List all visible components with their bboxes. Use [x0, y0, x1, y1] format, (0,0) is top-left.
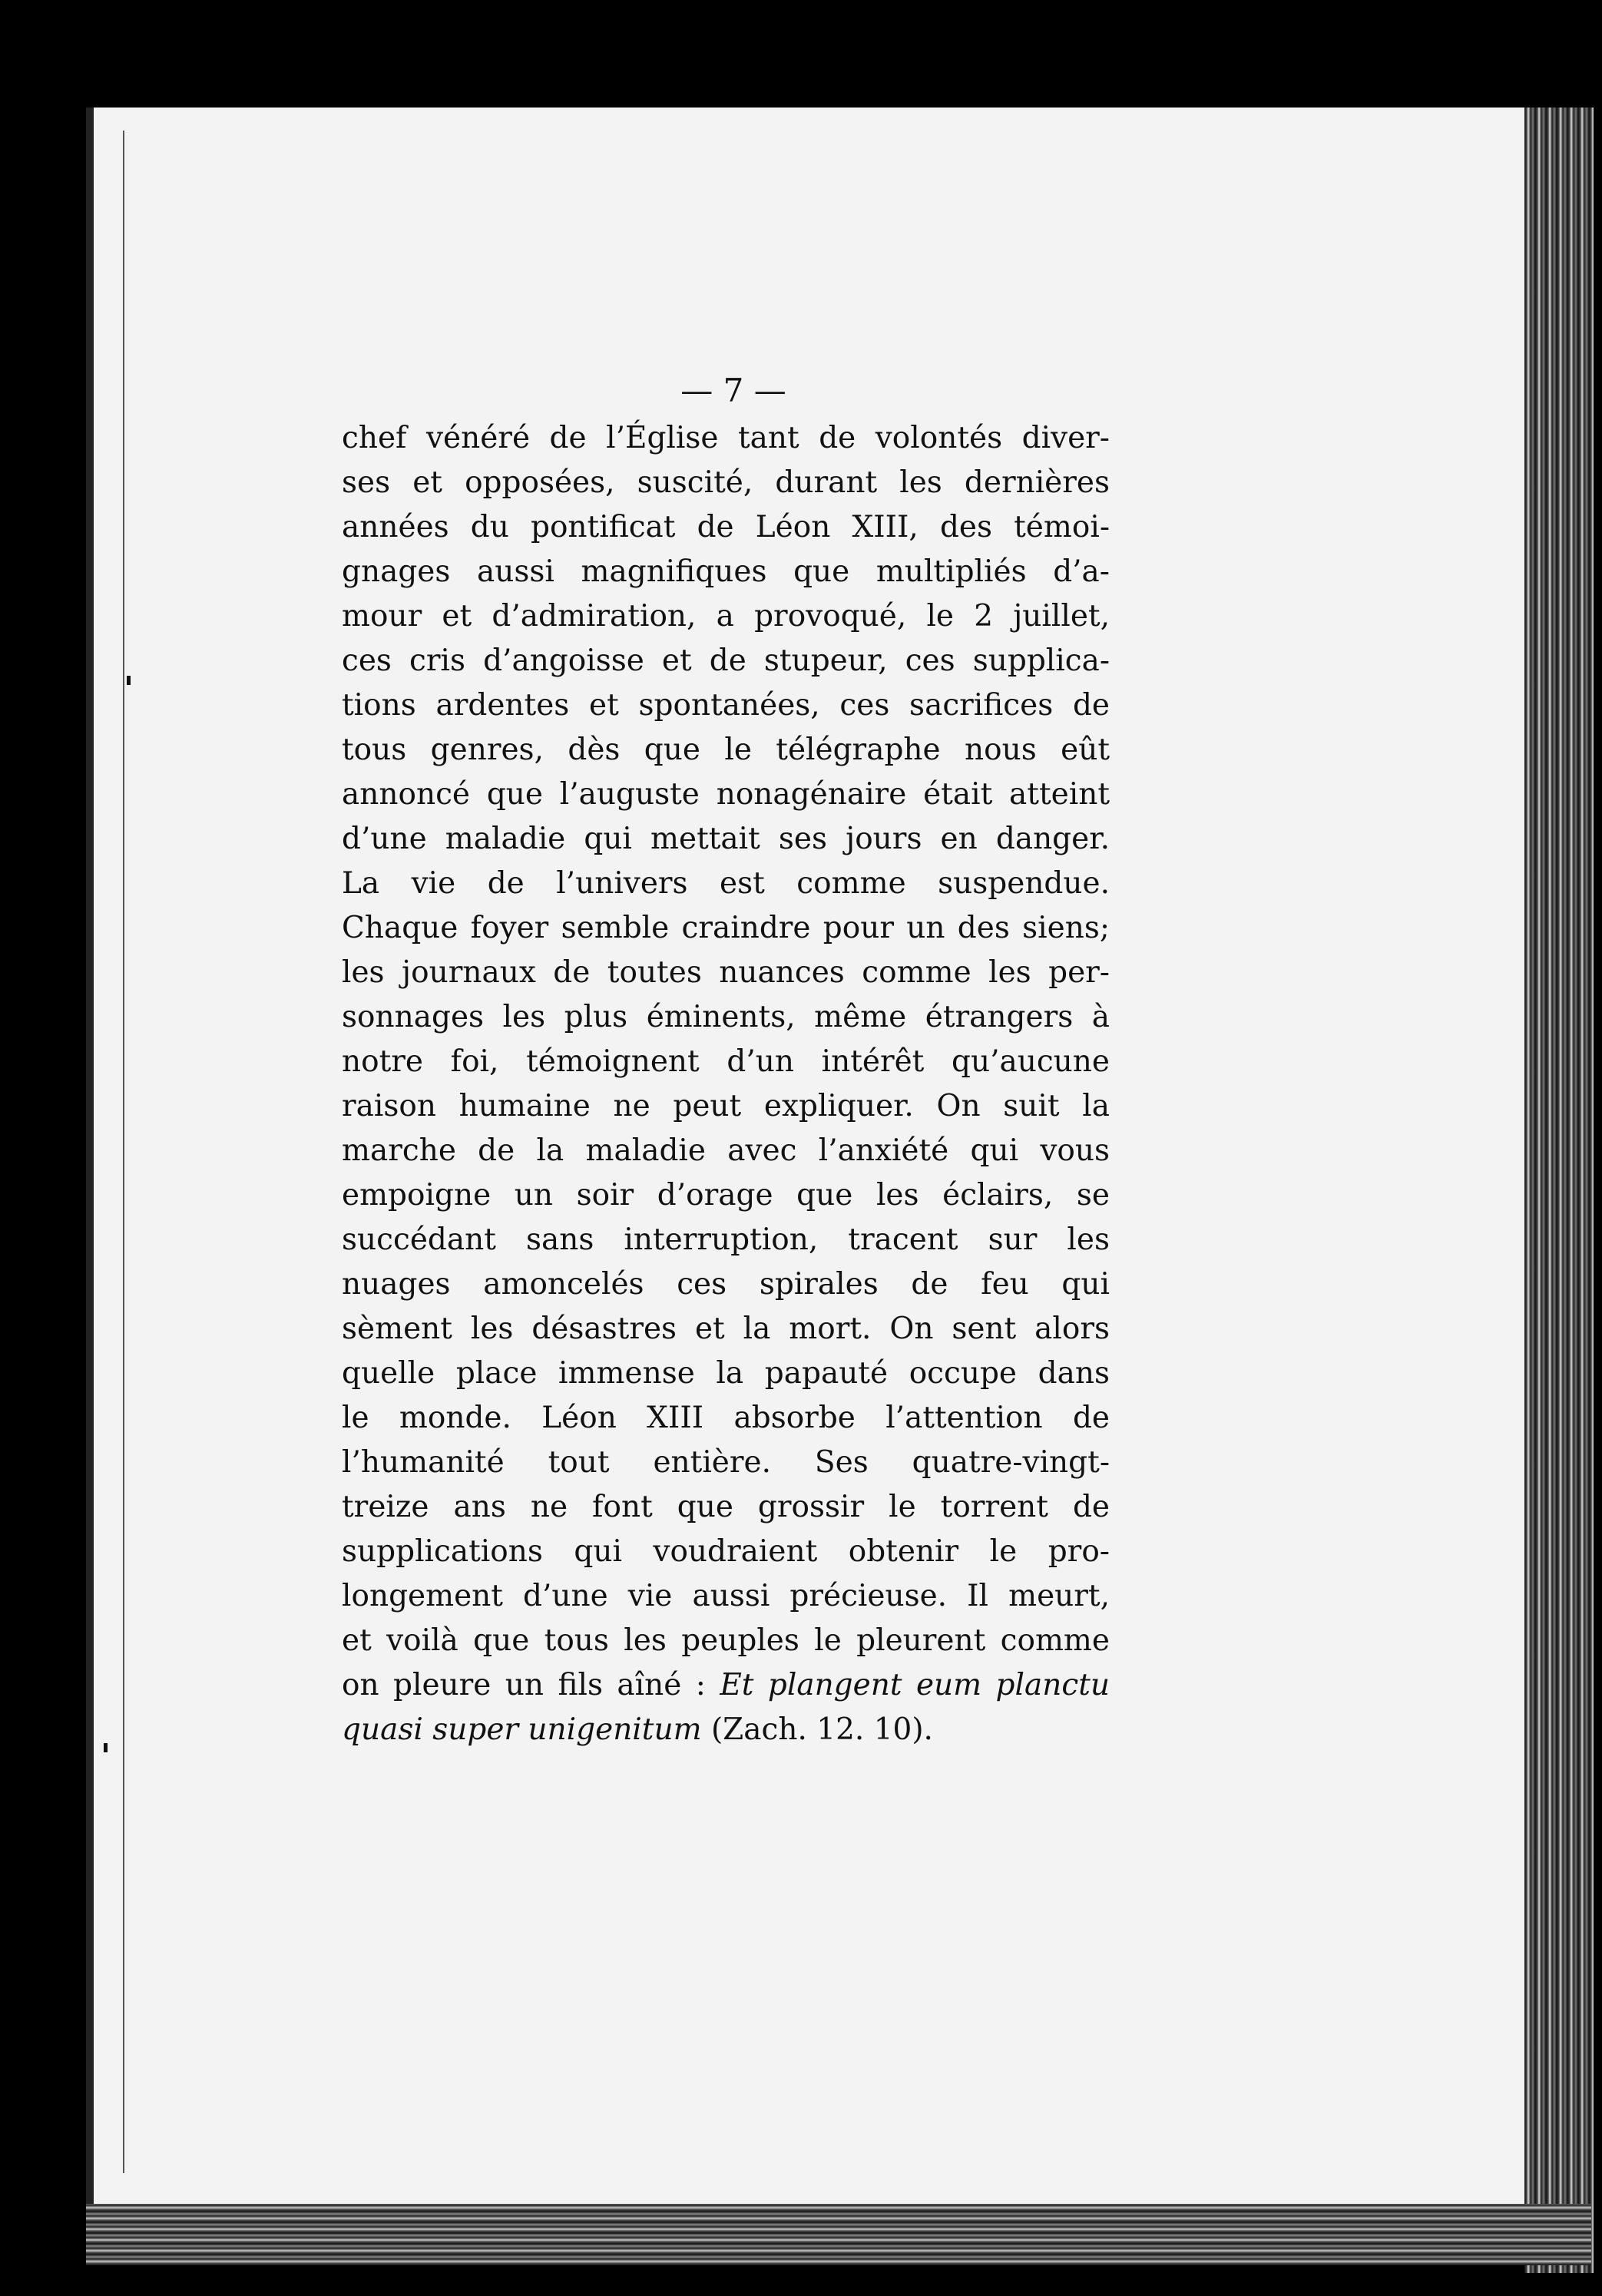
- scripture-reference: (Zach. 12. 10).: [701, 1712, 933, 1747]
- text-line: chef vénéré de l’Église tant de volontés diver-: [342, 421, 1110, 455]
- text-line: La vie de l’univers est comme suspendue.: [342, 866, 1110, 901]
- text-line: et voilà que tous les peuples le pleurent comme: [342, 1623, 1110, 1658]
- text-line: longement d’une vie aussi précieuse. Il meurt,: [342, 1579, 1110, 1613]
- text-line: les journaux de toutes nuances comme les per-: [342, 955, 1110, 990]
- text-line: raison humaine ne peut expliquer. On suit la: [342, 1089, 1110, 1123]
- margin-speck: [104, 1743, 108, 1752]
- roman-text: on pleure un fils aîné :: [342, 1668, 720, 1702]
- page-gutter-line: [123, 131, 124, 2173]
- text-line: marche de la maladie avec l’anxiété qui vous: [342, 1133, 1110, 1168]
- text-line: tions ardentes et spontanées, ces sacrifices de: [342, 688, 1110, 723]
- text-line: sèment les désastres et la mort. On sent alors: [342, 1312, 1110, 1346]
- text-line: succédant sans interruption, tracent sur les: [342, 1222, 1110, 1257]
- text-line: sonnages les plus éminents, même étrangers à: [342, 1000, 1110, 1034]
- text-line-quote-end: [342, 1708, 1110, 1752]
- text-line: gnages aussi magnifiques que multipliés d’a-: [342, 554, 1110, 589]
- text-line: années du pontificat de Léon XIII, des témoi-: [342, 510, 1110, 544]
- text-line: le monde. Léon XIII absorbe l’attention de: [342, 1401, 1110, 1435]
- text-line: ses et opposées, suscité, durant les dernières: [342, 465, 1110, 500]
- latin-quotation: Et plangent eum planctu: [720, 1668, 1110, 1702]
- text-line: Chaque foyer semble craindre pour un des siens;: [342, 911, 1110, 945]
- latin-quotation: quasi super unigenitum: [342, 1712, 702, 1747]
- body-text-block: [342, 369, 1110, 1752]
- text-line: ces cris d’angoisse et de stupeur, ces supplica-: [342, 643, 1110, 678]
- page-edge-right: [1524, 108, 1594, 2273]
- text-line: mour et d’admiration, a provoqué, le 2 juillet,: [342, 599, 1110, 634]
- margin-speck: [127, 676, 131, 685]
- text-line: notre foi, témoignent d’un intérêt qu’aucune: [342, 1044, 1110, 1079]
- page-number: — 7 —: [680, 372, 786, 409]
- text-line-quote-start: [342, 1663, 1110, 1708]
- text-line: quelle place immense la papauté occupe dans: [342, 1356, 1110, 1391]
- text-line: treize ans ne font que grossir le torrent de: [342, 1490, 1110, 1524]
- text-line: d’une maladie qui mettait ses jours en danger.: [342, 822, 1110, 856]
- text-line: nuages amoncelés ces spirales de feu qui: [342, 1267, 1110, 1302]
- text-line: tous genres, dès que le télégraphe nous eût: [342, 733, 1110, 767]
- page-edge-bottom: [86, 2204, 1591, 2265]
- text-line: empoigne un soir d’orage que les éclairs, se: [342, 1178, 1110, 1213]
- text-line: annoncé que l’auguste nonagénaire était atteint: [342, 777, 1110, 812]
- text-line: l’humanité tout entière. Ses quatre-vingt-: [342, 1445, 1110, 1480]
- text-line: supplications qui voudraient obtenir le pro-: [342, 1534, 1110, 1569]
